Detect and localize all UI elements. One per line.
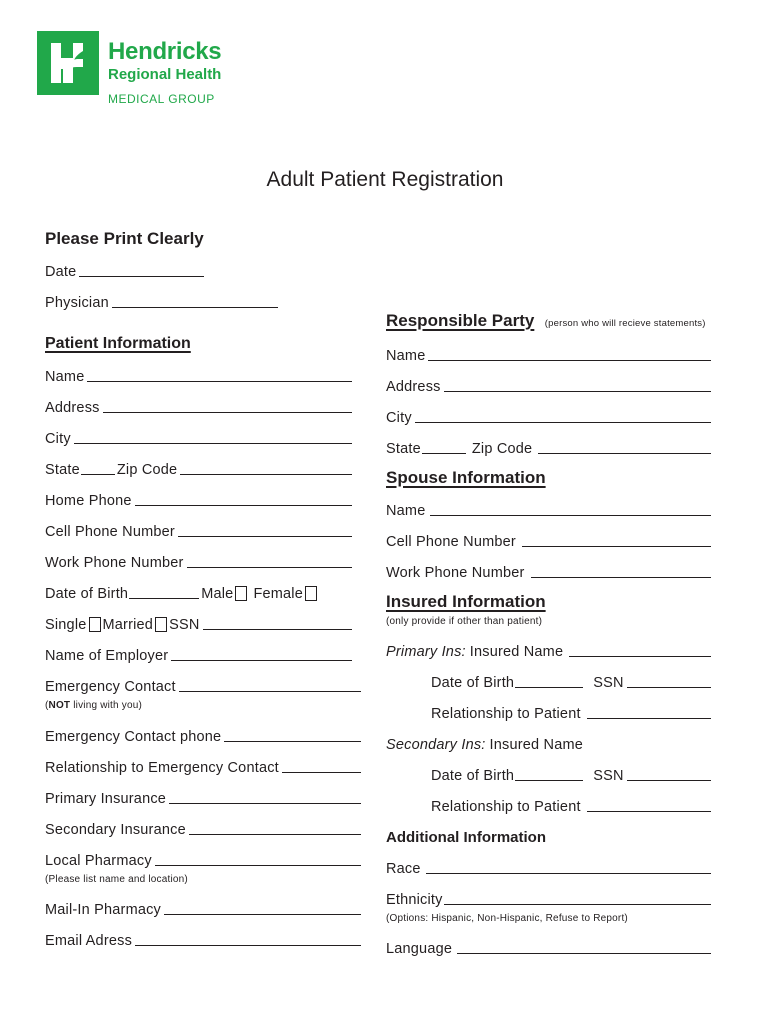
- resp-zip-line[interactable]: [538, 453, 711, 454]
- secondary-dob-line[interactable]: [515, 780, 583, 781]
- ssn-line[interactable]: [203, 629, 353, 630]
- emergency-contact-label: Emergency Contact: [45, 679, 176, 695]
- language-line[interactable]: [457, 953, 711, 954]
- primary-relationship-line[interactable]: [587, 718, 711, 719]
- emergency-contact-line[interactable]: [179, 691, 361, 692]
- resp-address-line[interactable]: [444, 391, 711, 392]
- secondary-insured-name-label: Insured Name: [489, 737, 584, 753]
- language-label: Language: [386, 941, 453, 957]
- secondary-insured-name-field: [386, 734, 711, 754]
- logo-subtitle: Regional Health: [108, 66, 222, 83]
- resp-state-line[interactable]: [422, 453, 466, 454]
- physician-line[interactable]: [112, 307, 278, 308]
- primary-dob-label: Date of Birth: [431, 675, 515, 691]
- female-checkbox[interactable]: [305, 586, 317, 601]
- logo-group: MEDICAL GROUP: [108, 92, 215, 106]
- secondary-ssn-line[interactable]: [627, 780, 711, 781]
- patient-city-line[interactable]: [74, 443, 352, 444]
- secondary-insurance-field[interactable]: [45, 819, 361, 839]
- spouse-name-field[interactable]: [386, 500, 711, 520]
- local-pharmacy-label: Local Pharmacy: [45, 853, 152, 869]
- patient-name-label: Name: [45, 369, 85, 385]
- not-living-text: living with you): [70, 700, 143, 711]
- insured-note: (only provide if other than patient): [386, 616, 543, 627]
- email-label: Email Adress: [45, 933, 133, 949]
- patient-city-label: City: [45, 431, 71, 447]
- male-checkbox[interactable]: [235, 586, 247, 601]
- secondary-insurance-line[interactable]: [189, 834, 361, 835]
- email-field[interactable]: [45, 930, 361, 950]
- local-pharmacy-field[interactable]: [45, 850, 361, 870]
- resp-city-label: City: [386, 410, 412, 426]
- secondary-insurance-label: Secondary Insurance: [45, 822, 186, 838]
- resp-zip-label: Zip Code: [471, 441, 533, 457]
- dob-gender-field[interactable]: [45, 583, 355, 603]
- resp-city-line[interactable]: [415, 422, 711, 423]
- patient-address-field[interactable]: [45, 397, 352, 417]
- patient-zip-line[interactable]: [180, 474, 352, 475]
- ethnicity-note: (Options: Hispanic, Non-Hispanic, Refuse to Report): [386, 913, 628, 924]
- language-field[interactable]: [386, 938, 711, 958]
- primary-insurance-line[interactable]: [169, 803, 361, 804]
- dob-label: Date of Birth: [45, 586, 129, 602]
- physician-field[interactable]: [45, 292, 278, 312]
- date-label: Date: [45, 264, 77, 280]
- secondary-ssn-label: SSN: [593, 768, 624, 784]
- primary-ssn-line[interactable]: [627, 687, 711, 688]
- secondary-dob-ssn-field[interactable]: [431, 765, 711, 785]
- home-phone-label: Home Phone: [45, 493, 132, 509]
- race-label: Race: [386, 861, 421, 877]
- secondary-relationship-label: Relationship to Patient: [431, 799, 581, 815]
- not-living-note: [45, 700, 142, 712]
- logo-name: Hendricks: [108, 38, 222, 65]
- resp-name-field[interactable]: [386, 345, 711, 365]
- insured-info-heading: Insured Information: [386, 592, 546, 611]
- emergency-relationship-field[interactable]: [45, 757, 361, 777]
- spouse-work-field[interactable]: [386, 562, 711, 582]
- employer-line[interactable]: [171, 660, 352, 661]
- mail-pharmacy-label: Mail-In Pharmacy: [45, 902, 162, 918]
- spouse-cell-label: Cell Phone Number: [386, 534, 516, 550]
- not-emphasis: NOT: [48, 700, 71, 711]
- spouse-name-label: Name: [386, 503, 426, 519]
- male-label: Male: [201, 586, 234, 602]
- work-phone-field[interactable]: [45, 552, 352, 572]
- marital-ssn-field[interactable]: [45, 614, 352, 634]
- patient-state-line[interactable]: [81, 474, 115, 475]
- female-label: Female: [253, 586, 303, 602]
- primary-dob-line[interactable]: [515, 687, 583, 688]
- primary-insured-name-line[interactable]: [569, 656, 711, 657]
- married-label: Married: [102, 617, 154, 633]
- patient-address-line[interactable]: [103, 412, 352, 413]
- patient-name-line[interactable]: [87, 381, 352, 382]
- married-checkbox[interactable]: [155, 617, 167, 632]
- resp-address-field[interactable]: [386, 376, 711, 396]
- resp-name-label: Name: [386, 348, 426, 364]
- secondary-relationship-field[interactable]: [431, 796, 711, 816]
- responsible-party-header: [386, 311, 706, 331]
- secondary-relationship-line[interactable]: [587, 811, 711, 812]
- cell-phone-line[interactable]: [178, 536, 352, 537]
- dob-line[interactable]: [129, 598, 199, 599]
- emergency-phone-field[interactable]: [45, 726, 361, 746]
- secondary-ins-label: Secondary Ins:: [386, 737, 486, 753]
- print-clearly-heading: Please Print Clearly: [45, 229, 204, 248]
- date-line[interactable]: [79, 276, 204, 277]
- primary-insurance-label: Primary Insurance: [45, 791, 167, 807]
- spouse-cell-field[interactable]: [386, 531, 711, 551]
- employer-label: Name of Employer: [45, 648, 169, 664]
- single-checkbox[interactable]: [89, 617, 101, 632]
- patient-address-label: Address: [45, 400, 100, 416]
- cell-phone-label: Cell Phone Number: [45, 524, 175, 540]
- h-logo-icon: [37, 31, 99, 95]
- resp-city-field[interactable]: [386, 407, 711, 427]
- cell-phone-field[interactable]: [45, 521, 352, 541]
- mail-pharmacy-field[interactable]: [45, 899, 361, 919]
- physician-label: Physician: [45, 295, 109, 311]
- resp-state-label: State: [386, 441, 421, 457]
- emergency-relationship-line[interactable]: [282, 772, 361, 773]
- patient-state-label: State: [45, 462, 80, 478]
- home-phone-line[interactable]: [135, 505, 352, 506]
- spouse-name-line[interactable]: [430, 515, 711, 516]
- patient-zip-label: Zip Code: [116, 462, 178, 478]
- primary-dob-ssn-field[interactable]: [431, 672, 711, 692]
- home-phone-field[interactable]: [45, 490, 352, 510]
- not-open-paren: (: [45, 700, 49, 711]
- ethnicity-label: Ethnicity: [386, 892, 443, 908]
- employer-field[interactable]: [45, 645, 352, 665]
- race-line[interactable]: [426, 873, 711, 874]
- ethnicity-line[interactable]: [444, 904, 711, 905]
- responsible-party-note: (person who will recieve statements): [544, 318, 706, 329]
- primary-relationship-label: Relationship to Patient: [431, 706, 581, 722]
- spouse-work-label: Work Phone Number: [386, 565, 525, 581]
- emergency-contact-field[interactable]: [45, 676, 361, 696]
- patient-info-heading: Patient Information: [45, 335, 191, 352]
- race-field[interactable]: [386, 858, 711, 878]
- spouse-work-line[interactable]: [531, 577, 711, 578]
- emergency-phone-label: Emergency Contact phone: [45, 729, 222, 745]
- additional-info-heading: Additional Information: [386, 829, 546, 846]
- logo-mark: [37, 31, 99, 95]
- resp-state-zip-field[interactable]: [386, 438, 711, 458]
- page-title: Adult Patient Registration: [266, 168, 504, 191]
- patient-city-field[interactable]: [45, 428, 352, 448]
- spouse-cell-line[interactable]: [522, 546, 711, 547]
- primary-ssn-label: SSN: [593, 675, 624, 691]
- pharmacy-note: (Please list name and location): [45, 874, 188, 885]
- patient-state-zip-field[interactable]: [45, 459, 352, 479]
- work-phone-label: Work Phone Number: [45, 555, 184, 571]
- primary-insured-name-field[interactable]: [386, 641, 711, 661]
- ssn-label: SSN: [169, 617, 200, 633]
- spouse-info-heading: Spouse Information: [386, 468, 546, 487]
- emergency-phone-line[interactable]: [224, 741, 361, 742]
- primary-insured-name-label: Insured Name: [469, 644, 564, 660]
- local-pharmacy-line[interactable]: [155, 865, 361, 866]
- primary-insurance-field[interactable]: [45, 788, 361, 808]
- ethnicity-field[interactable]: [386, 889, 711, 909]
- date-field[interactable]: [45, 261, 204, 281]
- secondary-dob-label: Date of Birth: [431, 768, 515, 784]
- mail-pharmacy-line[interactable]: [164, 914, 361, 915]
- resp-name-line[interactable]: [428, 360, 711, 361]
- single-label: Single: [45, 617, 87, 633]
- work-phone-line[interactable]: [187, 567, 352, 568]
- emergency-relationship-label: Relationship to Emergency Contact: [45, 760, 279, 776]
- responsible-party-heading: Responsible Party: [386, 311, 535, 330]
- patient-name-field[interactable]: [45, 366, 352, 386]
- primary-relationship-field[interactable]: [431, 703, 711, 723]
- email-line[interactable]: [135, 945, 361, 946]
- resp-address-label: Address: [386, 379, 441, 395]
- primary-ins-label: Primary Ins:: [386, 644, 466, 660]
